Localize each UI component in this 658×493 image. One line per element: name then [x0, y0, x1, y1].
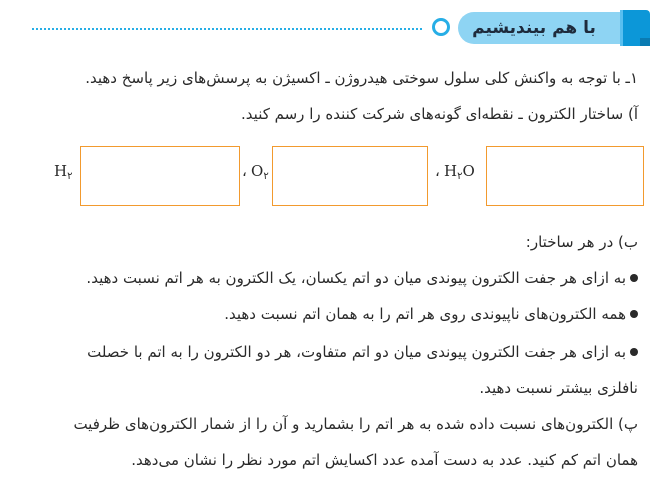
question-part-c-line1: پ) الکترون‌های نسبت داده شده به هر اتم را بشمارید و آن را از شمار الکترون‌های ظرفیت [73, 415, 638, 433]
question-part-a: آ) ساختار الکترون ـ نقطه‌ای گونه‌های شرکت کننده را رسم کنید. [241, 105, 638, 123]
title-pill [458, 12, 636, 44]
bullet-item-2: همه الکترون‌های ناپیوندی روی هر اتم را به همان اتم نسبت دهید. [224, 304, 638, 324]
bullet-item-3: به ازای هر جفت الکترون پیوندی میان دو اتم متفاوت، هر دو الکترون را به اتم با خصلت [87, 342, 638, 362]
section-title: با هم بیندیشیم [472, 18, 596, 38]
formula-h2: $H_۲$ [54, 162, 73, 182]
question-intro: ۱ـ با توجه به واکنش کلی سلول سوختی هیدروژن ـ اکسیژن به پرسش‌های زیر پاسخ دهید. [85, 69, 638, 87]
bullet-item-3-continued: نافلزی بیشتر نسبت دهید. [479, 379, 638, 397]
section-header [10, 10, 650, 46]
blue-tab-fold [640, 38, 650, 46]
bullet-item-1: به ازای هر جفت الکترون پیوندی میان دو اتم یکسان، یک الکترون به هر اتم نسبت دهید. [86, 268, 638, 288]
separator-1: ، [242, 162, 247, 180]
formula-o2: $O_۲$ [251, 162, 269, 182]
dotted-divider [32, 28, 422, 30]
bullet-dot-icon [630, 348, 638, 356]
answer-box-h2[interactable] [80, 146, 240, 206]
formula-h2o: $H_۲O$ [444, 162, 475, 182]
question-part-b: ب) در هر ساختار: [525, 233, 638, 251]
answer-box-h2o[interactable] [486, 146, 644, 206]
bullet-dot-icon [630, 274, 638, 282]
separator-2: ، [435, 162, 440, 180]
bullet-dot-icon [630, 310, 638, 318]
question-part-c-line2: همان اتم کم کنید. عدد به دست آمده عدد اکسایش اتم مورد نظر را نشان می‌دهد. [131, 451, 638, 469]
answer-box-o2[interactable] [272, 146, 428, 206]
circle-marker-icon [432, 18, 450, 36]
